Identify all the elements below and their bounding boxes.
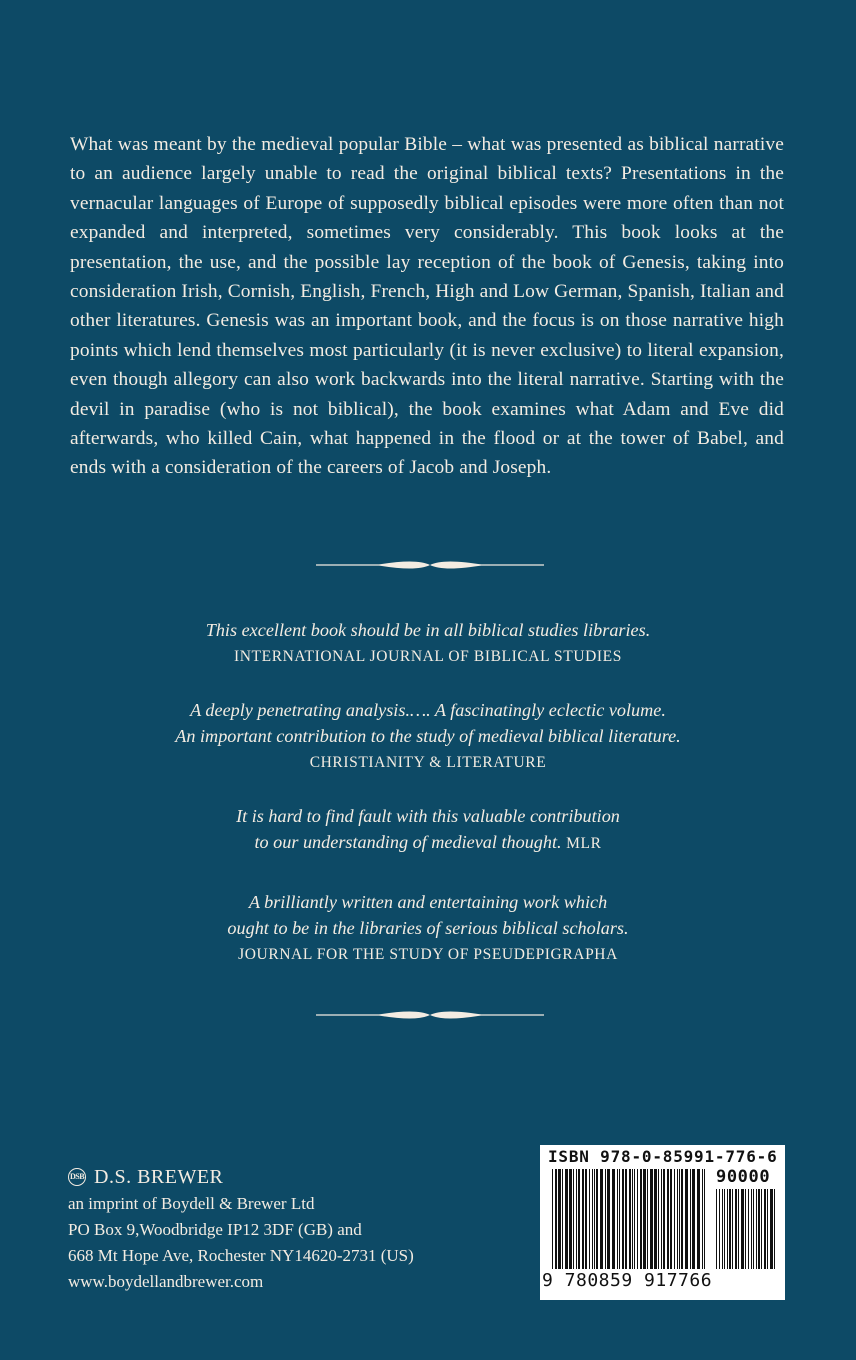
barcode-bar [565,1169,568,1269]
barcode-bar [640,1169,642,1269]
review-quote-line: It is hard to find fault with this valuable contribution [236,805,620,826]
barcode-bar [619,1169,620,1269]
barcode-bar [573,1169,574,1269]
barcode-addon-number: 90000 [716,1167,771,1187]
review-item [0,697,856,776]
barcode-bar [643,1169,646,1269]
barcode-bar [661,1169,662,1269]
barcode-addon-bars [716,1189,778,1269]
barcode-bar [756,1189,757,1269]
review-quote-line: ought to be in the libraries of serious biblical scholars. [227,918,629,938]
barcode-bar [722,1189,723,1269]
barcode-bar [774,1189,775,1269]
review-quote-line: This excellent book should be in all biblical studies libraries. [205,620,651,640]
barcode-bar [558,1169,561,1269]
barcode-bar [679,1169,680,1269]
barcode-bar [758,1189,760,1269]
ornament-divider-top [316,557,544,573]
barcode-bar [727,1189,728,1269]
barcode-bar [674,1169,675,1269]
barcode-bar [670,1169,672,1269]
review-source: MLR [566,835,602,852]
barcode-bar [732,1189,733,1269]
barcode-bar [582,1169,584,1269]
review-item [0,617,856,670]
barcode-bar [612,1169,615,1269]
barcode-bar [697,1169,700,1269]
barcode-bar [605,1169,606,1269]
publisher-address-uk: PO Box 9,Woodbridge IP12 3DF (GB) and [68,1220,362,1239]
barcode-bar [729,1189,731,1269]
barcode-bar [594,1169,595,1269]
barcode-bar [592,1169,593,1269]
barcode-bar [576,1169,577,1269]
publisher-name-row [68,1163,508,1191]
review-source: JOURNAL FOR THE STUDY OF PSEUDEPIGRAPHA [238,945,618,963]
barcode-bar [552,1169,553,1269]
barcode-bar [741,1189,744,1269]
barcode-bar [690,1169,691,1269]
barcode-bar [632,1169,633,1269]
barcode-bar [658,1169,659,1269]
review-source: CHRISTIANITY & LITERATURE [309,753,547,771]
publisher-imprint: an imprint of Boydell & Brewer Ltd [68,1194,315,1213]
barcode-bar [663,1169,665,1269]
barcode-bar [719,1189,720,1269]
barcode-bar [617,1169,618,1269]
barcode-bar [761,1189,762,1269]
barcode-bar [685,1169,688,1269]
publisher-logo-icon: DSB [68,1168,86,1186]
barcode-bar [654,1169,657,1269]
barcode-bar [650,1169,653,1269]
barcode-bar [647,1169,648,1269]
barcode-bar [764,1189,766,1269]
ornament-divider-bottom [316,1007,544,1023]
blurb-text: What was meant by the medieval popular Bible – what was presented as biblical narrative to an audience largely unable to read the original biblical texts? Presentations in the vernacular languages of Europe of supposedly biblical episodes were more often than not expanded and interpreted, sometimes very considerably. This book looks at the presentation, the use, and the possible lay reception of the book of Genesis, taking into consideration Irish, Cornish, English, French, High and Low German, Spanish, Italian and other literatures. Genesis was an important book, and the focus is on those narrative high points which lend themselves most particularly (it is never exclusive) to literal expansion, even though allegory can also work backwards into the literal narrative. Starting with the devil in paradise (who is not biblical), the book examines what Adam and Eve did afterwards, who killed Cain, what happened in the flood or at the tower of Babel, and ends with a consideration of the careers of Jacob and Joseph. [70,134,784,479]
barcode-bar [637,1169,638,1269]
review-quote-line: A deeply penetrating analysis.…. A fascinatingly eclectic volume. [190,699,666,720]
barcode-bar [585,1169,587,1269]
barcode-bar [555,1169,557,1269]
barcode-bar [667,1169,669,1269]
barcode-bar [702,1169,703,1269]
barcode-bar [767,1189,768,1269]
barcode-bar [578,1169,580,1269]
review-quote-line-with-source [0,829,856,858]
isbn-label: ISBN 978-0-85991-776-6 [548,1147,778,1166]
barcode-bar [716,1189,717,1269]
review-source: INTERNATIONAL JOURNAL OF BIBLICAL STUDIES [234,647,622,665]
ean-number: 9 780859 917766 [542,1270,713,1291]
review-item [0,889,856,968]
barcode-bar [751,1189,752,1269]
barcode-bar [735,1189,737,1269]
barcode-bar [562,1169,563,1269]
barcode-bar [770,1189,773,1269]
barcode-bar [569,1169,572,1269]
barcode-bar [753,1189,754,1269]
review-list [0,617,856,995]
barcode-bar [600,1169,603,1269]
publisher-website: www.boydellandbrewer.com [68,1272,264,1291]
review-quote-line: An important contribution to the study of medieval biblical literature. [175,726,681,746]
barcode-bar [738,1189,739,1269]
barcode-bar [634,1169,635,1269]
barcode-bar [629,1169,631,1269]
barcode-bar [596,1169,598,1269]
review-quote-line: A brilliantly written and entertaining work which [248,891,608,912]
review-item [0,803,856,858]
publisher-info [68,1163,508,1295]
barcode-bar [704,1169,705,1269]
barcode-main-bars [552,1169,708,1269]
barcode-bar [745,1189,746,1269]
isbn-barcode [540,1145,785,1300]
barcode-bar [607,1169,610,1269]
barcode-bar [625,1169,627,1269]
barcode-bar [622,1169,624,1269]
review-quote-line: to our understanding of medieval thought. [254,832,562,852]
barcode-bar [589,1169,590,1269]
publisher-address-us: 668 Mt Hope Ave, Rochester NY14620-2731 (US) [68,1246,414,1265]
barcode-bar [692,1169,695,1269]
barcode-bar [677,1169,678,1269]
barcode-bar [748,1189,749,1269]
barcode-bar [724,1189,725,1269]
barcode-bar [681,1169,683,1269]
publisher-name: D.S. BREWER [94,1165,224,1188]
